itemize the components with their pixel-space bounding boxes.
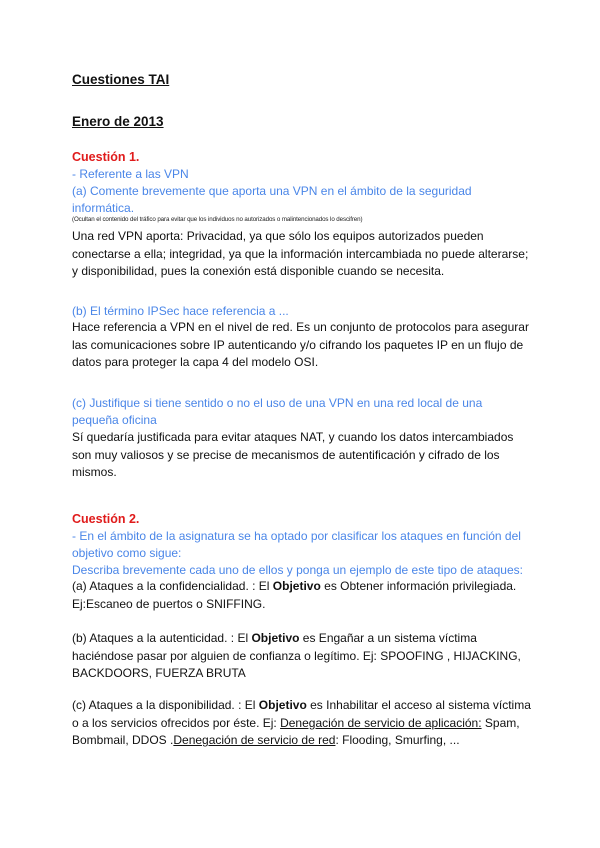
question-1c-answer: Sí quedaría justificada para evitar ataques NAT, y cuando los datos intercambiados son muy valiosos y se precise de mecanismos de autentificación y cifrado de los mismos.: [72, 430, 514, 479]
question-2-instruction: Describa brevemente cada uno de ellos y ponga un ejemplo de este tipo de ataques:: [72, 563, 523, 577]
question-2c-answer: (c) Ataques a la disponibilidad. : El Objetivo es Inhabilitar el acceso al sistema víctima o a los servicios ofrecidos por éste. Ej: Denegación de servicio de aplicación: Spam, Bombmail, DDOS .Denegación de servicio de red: Flooding, Smurfing, ...: [72, 698, 531, 747]
question-1b-answer: Hace referencia a VPN en el nivel de red. Es un conjunto de protocolos para asegurar las comunicaciones sobre IP autenticando y/o cifrando los paquetes IP en un flujo de datos para proteger la capa 4 del modelo OSI.: [72, 320, 529, 369]
question-2b-answer: (b) Ataques a la autenticidad. : El Objetivo es Engañar a un sistema víctima haciéndose pasar por alguien de confianza o legítimo. Ej: SPOOFING , HIJACKING, BACKDOORS, FUERZA BRUTA: [72, 631, 521, 680]
question-1-topic: - Referente a las VPN: [72, 167, 189, 181]
question-1c-prompt: (c) Justifique si tiene sentido o no el uso de una VPN en una red local de una pequeña oficina: [72, 396, 483, 427]
question-2-heading: Cuestión 2.: [72, 512, 140, 526]
question-1a-answer: Una red VPN aporta: Privacidad, ya que sólo los equipos autorizados pueden conectarse a ella; integridad, ya que la información intercambiada no puede alterarse; y disponibilidad, pues la conexión está disponible cuando se necesita.: [72, 229, 529, 278]
document-date: Enero de 2013: [72, 114, 164, 129]
question-1b-prompt: (b) El término IPSec hace referencia a ...: [72, 304, 289, 318]
dos-application-term: Denegación de servicio de aplicación:: [280, 715, 482, 730]
objetivo-keyword: Objetivo: [258, 698, 307, 712]
question-1-heading: Cuestión 1.: [72, 150, 140, 164]
objetivo-keyword: Objetivo: [272, 579, 321, 593]
question-1a-prompt: (a) Comente brevemente que aporta una VPN en el ámbito de la seguridad informática.: [72, 184, 472, 215]
document-title: Cuestiones TAI: [72, 72, 170, 87]
objetivo-keyword: Objetivo: [251, 631, 300, 645]
question-2-intro: - En el ámbito de la asignatura se ha optado por clasificar los ataques en función del objetivo como sigue:: [72, 529, 521, 560]
question-2a-answer: (a) Ataques a la confidencialidad. : El Objetivo es Obtener información privilegiada. Ej:Escaneo de puertos o SNIFFING.: [72, 579, 517, 611]
question-1a-note: (Ocultan el contenido del tráfico para evitar que los individuos no autorizados o malintencionados lo descifren): [72, 216, 363, 223]
dos-network-term: Denegación de servicio de red: [173, 733, 336, 747]
